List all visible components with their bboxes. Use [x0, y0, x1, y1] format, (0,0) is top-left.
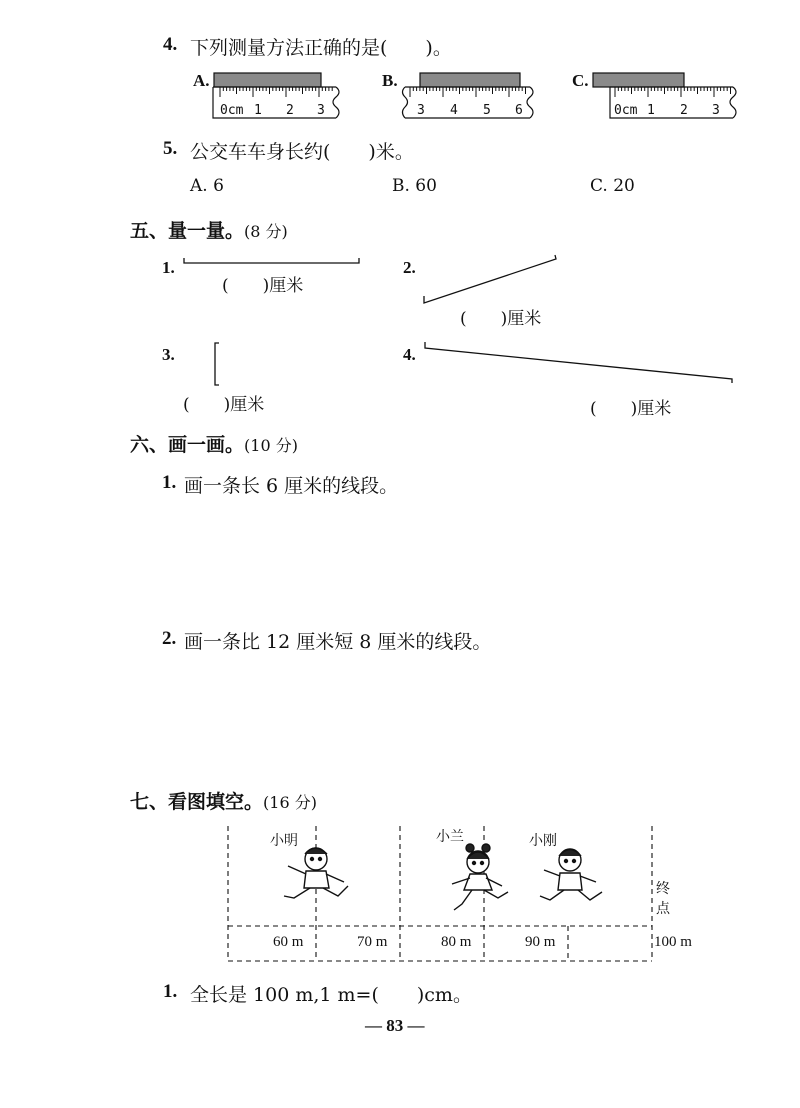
measure-2-number: 2. [403, 258, 416, 277]
section5-title: 五、量一量。(8 分) [130, 220, 288, 242]
q4-number: 4. [163, 34, 178, 55]
runner-name-xiaogang: 小刚 [529, 833, 557, 849]
measure-4-answer: ( )厘米 [590, 399, 672, 419]
measure-4-number: 4. [403, 345, 416, 364]
ruler-b-tick-2: 5 [483, 103, 491, 118]
fill-1-text: 全长是 100 m,1 m=( )cm。 [190, 984, 472, 1006]
ruler-c-tick-0: 0cm [614, 103, 638, 118]
segment-2 [422, 255, 562, 307]
draw-2-number: 2. [162, 628, 177, 649]
q4-text: 下列测量方法正确的是( )。 [190, 37, 452, 59]
measure-1-answer: ( )厘米 [222, 276, 304, 296]
section6-score: (10 分) [244, 436, 298, 455]
ruler-c-tick-1: 1 [647, 103, 655, 118]
ruler-b-tick-1: 4 [450, 103, 458, 118]
draw-1-text: 画一条长 6 厘米的线段。 [184, 475, 399, 497]
finish-label-bottom: 点 [656, 901, 670, 917]
distance-70: 70 m [357, 934, 388, 950]
measured-bar-a [214, 73, 321, 87]
q5-text: 公交车车身长约( )米。 [190, 141, 414, 163]
runner-name-xiaoming: 小明 [270, 833, 298, 849]
section6-title: 六、画一画。(10 分) [130, 434, 298, 456]
q5-option-c: C. 20 [590, 176, 635, 196]
ruler-a-tick-0: 0cm [220, 103, 244, 118]
draw-2-text: 画一条比 12 厘米短 8 厘米的线段。 [184, 631, 492, 653]
measure-3-number: 3. [162, 345, 175, 364]
section5-score: (8 分) [244, 222, 288, 241]
finish-label-top: 终 [656, 881, 670, 897]
section7-title: 七、看图填空。(16 分) [130, 791, 317, 813]
q4-option-b-label: B. [382, 71, 398, 90]
ruler-a-tick-2: 2 [286, 103, 294, 118]
runner-name-xiaolan: 小兰 [436, 829, 464, 845]
ruler-a-tick-1: 1 [254, 103, 262, 118]
ruler-c-tick-3: 3 [712, 103, 720, 118]
distance-60: 60 m [273, 934, 304, 950]
measured-bar-c [593, 73, 684, 87]
draw-1-number: 1. [162, 472, 177, 493]
ruler-c-tick-2: 2 [680, 103, 688, 118]
measured-bar-b [420, 73, 520, 87]
ruler-a-tick-3: 3 [317, 103, 325, 118]
ruler-b-tick-3: 6 [515, 103, 523, 118]
q4-option-a-label: A. [193, 71, 210, 90]
segment-1 [183, 258, 363, 266]
page-number: — 83 — [365, 1016, 425, 1035]
measure-1-number: 1. [162, 258, 175, 277]
distance-80: 80 m [441, 934, 472, 950]
segment-4 [422, 342, 738, 384]
q5-option-a: A. 6 [190, 176, 224, 196]
runner-xiaogang [540, 849, 602, 900]
q5-option-b: B. 60 [392, 176, 437, 196]
section7-score: (16 分) [263, 793, 317, 812]
measure-3-answer: ( )厘米 [183, 395, 265, 415]
distance-100: 100 m [654, 934, 692, 950]
q5-number: 5. [163, 138, 178, 159]
distance-90: 90 m [525, 934, 556, 950]
segment-3 [213, 342, 223, 388]
runner-xiaolan [452, 844, 508, 910]
fill-1-number: 1. [163, 981, 178, 1002]
q4-option-c-label: C. [572, 71, 589, 90]
ruler-b-tick-0: 3 [417, 103, 425, 118]
measure-2-answer: ( )厘米 [460, 309, 542, 329]
